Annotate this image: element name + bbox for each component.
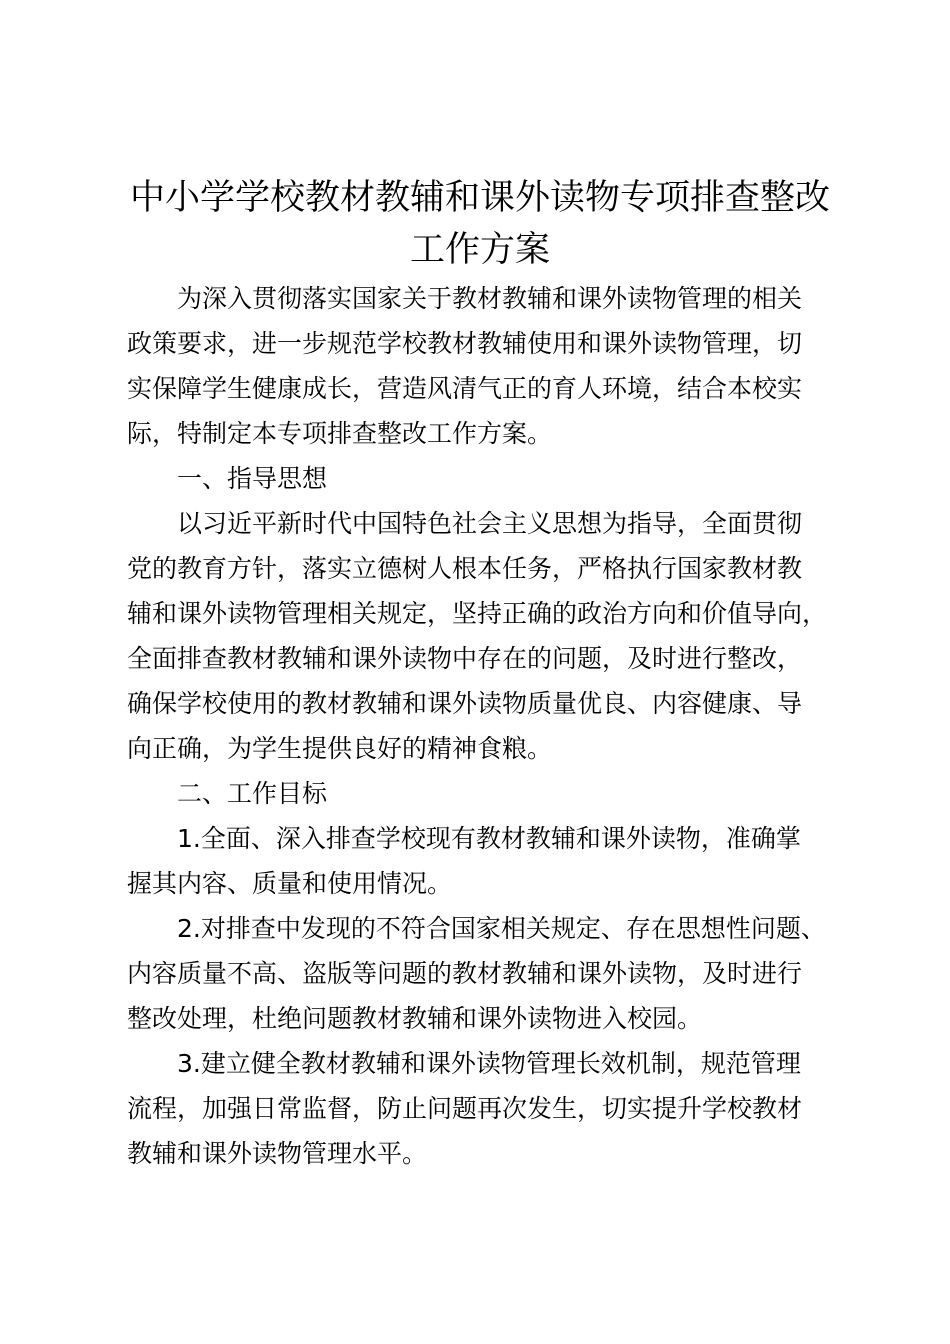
paragraph-line: 确保学校使用的教材教辅和课外读物质量优良、内容健康、导 [127,689,803,718]
paragraph-line: 政策要求，进一步规范学校教材教辅使用和课外读物管理，切 [127,329,803,358]
paragraph-line: 握其内容、质量和使用情况。 [127,869,453,898]
paragraph-line: 教辅和课外读物管理水平。 [127,1139,428,1168]
guiding-ideology-paragraph [127,501,833,771]
paragraph-line: 整改处理，杜绝问题教材教辅和课外读物进入校园。 [127,1004,703,1033]
paragraph-line: 2.对排查中发现的不符合国家相关规定、存在思想性问题、 [177,914,826,943]
title-line-1: 中小学学校教材教辅和课外读物专项排查整改 [129,178,830,218]
paragraph-line: 1.全面、深入排查学校现有教材教辅和课外读物，准确掌 [177,824,801,853]
title-line-2: 工作方案 [409,230,550,270]
paragraph-line: 际，特制定本专项排查整改工作方案。 [127,419,553,448]
paragraph-line: 流程，加强日常监督，防止问题再次发生，切实提升学校教材 [127,1094,803,1123]
paragraph-line: 以习近平新时代中国特色社会主义思想为指导，全面贯彻 [177,509,803,538]
document-title [127,172,833,276]
section-heading-guiding-ideology: 一、指导思想 [177,464,328,493]
paragraph-line: 实保障学生健康成长，营造风清气正的育人环境，结合本校实 [127,374,803,403]
paragraph-line: 内容质量不高、盗版等问题的教材教辅和课外读物，及时进行 [127,959,803,988]
paragraph-line: 全面排查教材教辅和课外读物中存在的问题，及时进行整改， [127,644,803,673]
document-page [127,172,833,1176]
goal-1-paragraph [127,816,833,906]
goal-2-paragraph [127,906,833,1041]
goal-3-paragraph [127,1041,833,1176]
section-heading-work-goals: 二、工作目标 [177,779,328,808]
paragraph-line: 3.建立健全教材教辅和课外读物管理长效机制，规范管理 [177,1049,801,1078]
intro-paragraph [127,276,833,456]
paragraph-line: 为深入贯彻落实国家关于教材教辅和课外读物管理的相关 [177,284,803,313]
paragraph-line: 辅和课外读物管理相关规定，坚持正确的政治方向和价值导向， [127,599,828,628]
paragraph-line: 向正确，为学生提供良好的精神食粮。 [127,734,553,763]
paragraph-line: 党的教育方针，落实立德树人根本任务，严格执行国家教材教 [127,554,803,583]
